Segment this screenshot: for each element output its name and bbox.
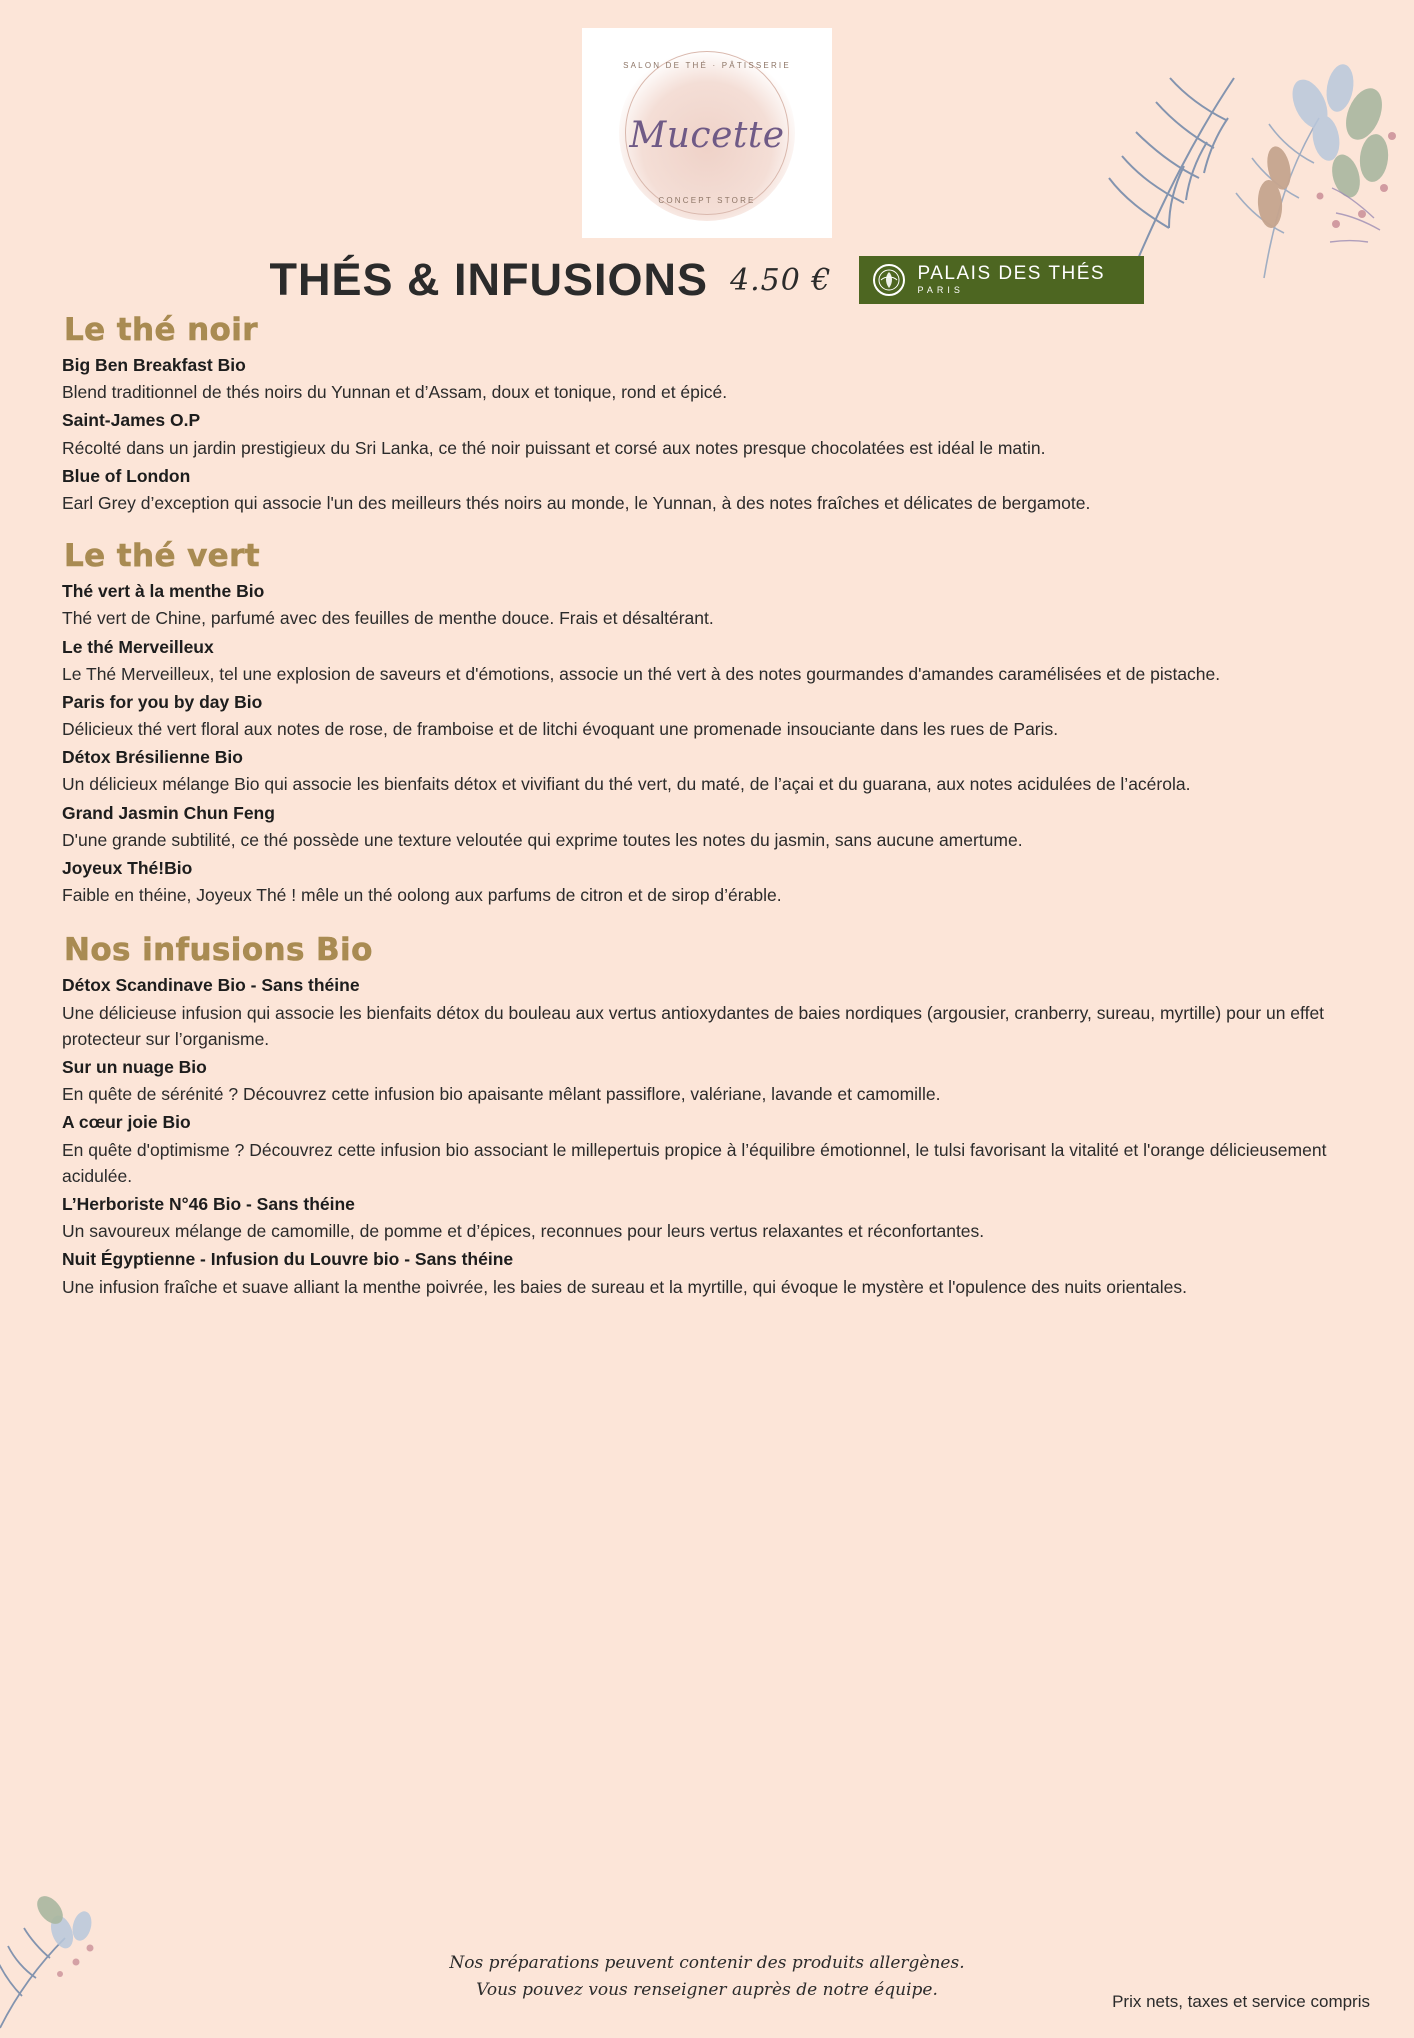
menu-item xyxy=(62,407,1352,460)
brand-logo-box xyxy=(582,28,832,238)
item-name: L’Herboriste N°46 Bio - Sans théine xyxy=(62,1194,355,1214)
item-name: Grand Jasmin Chun Feng xyxy=(62,802,275,823)
menu-item xyxy=(62,578,1352,631)
menu-item xyxy=(62,855,1352,908)
allergen-notice-line2: Vous pouvez vous renseigner auprès de notre équipe. xyxy=(476,1979,938,2000)
section-the-noir xyxy=(62,312,1352,516)
menu-item xyxy=(62,352,1352,405)
menu-item xyxy=(62,1246,1352,1299)
page-title: THÉS & INFUSIONS xyxy=(269,254,709,305)
section-title-infusions-bio: Nos infusions Bio xyxy=(64,932,373,969)
section-the-vert xyxy=(62,538,1352,908)
item-name: Big Ben Breakfast Bio xyxy=(62,355,246,375)
menu-item xyxy=(62,1191,1352,1244)
palais-des-thes-subtitle: PARIS xyxy=(917,285,964,296)
item-description: D'une grande subtilité, ce thé possède une texture veloutée qui exprime toutes les notes du jasmin, sans aucune amertume. xyxy=(62,829,1023,850)
logo-top-text: SALON DE THÉ · PÂTISSERIE xyxy=(623,61,791,70)
item-description: Earl Grey d’exception qui associe l'un des meilleurs thés noirs au monde, le Yunnan, à des notes fraîches et délicates de bergamote. xyxy=(62,492,1091,513)
item-description: Faible en théine, Joyeux Thé ! mêle un thé oolong aux parfums de citron et de sirop d’érable. xyxy=(62,885,782,906)
item-name: Nuit Égyptienne - Infusion du Louvre bio - Sans théine xyxy=(62,1249,514,1270)
item-name: Détox Scandinave Bio - Sans théine xyxy=(62,975,360,996)
item-description: Un délicieux mélange Bio qui associe les bienfaits détox et vivifiant du thé vert, du maté, de l’açai et du guarana, aux notes acidulées de l’acérola. xyxy=(62,774,1191,795)
item-name: Thé vert à la menthe Bio xyxy=(62,581,265,602)
section-title-the-noir: Le thé noir xyxy=(64,312,258,348)
logo-brand-name: Mucette xyxy=(629,114,785,156)
item-description: Récolté dans un jardin prestigieux du Sri Lanka, ce thé noir puissant et corsé aux notes presque chocolatées est idéal le matin. xyxy=(62,437,1046,458)
item-description: Le Thé Merveilleux, tel une explosion de saveurs et d'émotions, associe un thé vert à des notes gourmandes d'amandes caramélisées et de pistache. xyxy=(62,663,1221,684)
item-description: Une infusion fraîche et suave alliant la menthe poivrée, les baies de sureau et la myrtille, qui évoque le mystère et l'opulence des nuits orientales. xyxy=(62,1276,1187,1297)
palais-des-thes-text xyxy=(917,264,1105,295)
item-name: Le thé Merveilleux xyxy=(62,636,214,657)
item-name: Joyeux Thé!Bio xyxy=(62,858,193,878)
palais-des-thes-name: PALAIS DES THÉS xyxy=(917,263,1106,285)
allergen-notice-line1: Nos préparations peuvent contenir des produits allergènes. xyxy=(449,1952,965,1973)
palais-des-thes-badge xyxy=(859,256,1144,304)
item-description: Blend traditionnel de thés noirs du Yunnan et d’Assam, doux et tonique, rond et épicé. xyxy=(62,382,728,403)
item-description: En quête de sérénité ? Découvrez cette infusion bio apaisante mêlant passiflore, valériane, lavande et camomille. xyxy=(62,1084,941,1105)
section-infusions-bio xyxy=(62,932,1352,1299)
menu-title-row xyxy=(62,254,1352,306)
item-description: Thé vert de Chine, parfumé avec des feuilles de menthe douce. Frais et désaltérant. xyxy=(62,608,714,629)
menu-item xyxy=(62,800,1352,853)
menu-page xyxy=(0,28,1414,1300)
item-description: Une délicieuse infusion qui associe les bienfaits détox du bouleau aux vertus antioxydantes de baies nordiques (argousier, cranberry, sureau, myrtille) pour un effet protecteur sur l’organisme. xyxy=(62,1002,1325,1049)
price-notice: Prix nets, taxes et service compris xyxy=(1112,1992,1370,2011)
item-name: Blue of London xyxy=(62,465,191,486)
menu-item xyxy=(62,1054,1352,1107)
palais-des-thes-logo-icon xyxy=(873,264,905,296)
menu-price: 4.50 € xyxy=(730,262,832,298)
item-description: Un savoureux mélange de camomille, de pomme et d’épices, reconnues pour leurs vertus relaxantes et réconfortantes. xyxy=(62,1221,985,1242)
menu-item xyxy=(62,744,1352,797)
brand-logo-circle xyxy=(619,45,795,221)
item-description: En quête d'optimisme ? Découvrez cette infusion bio associant le millepertuis propice à l’équilibre émotionnel, le tulsi favorisant la vitalité et l'orange délicieusement acidulée. xyxy=(62,1139,1327,1186)
menu-item xyxy=(62,634,1352,687)
item-name: A cœur joie Bio xyxy=(62,1112,191,1133)
item-name: Sur un nuage Bio xyxy=(62,1057,207,1077)
menu-item xyxy=(62,689,1352,742)
menu-item xyxy=(62,463,1352,516)
item-name: Détox Brésilienne Bio xyxy=(62,747,243,768)
item-description: Délicieux thé vert floral aux notes de rose, de framboise et de litchi évoquant une promenade insouciante dans les rues de Paris. xyxy=(62,719,1059,739)
section-title-the-vert: Le thé vert xyxy=(64,538,261,575)
item-name: Saint-James O.P xyxy=(62,410,201,431)
page-footer xyxy=(0,1950,1414,2011)
item-name: Paris for you by day Bio xyxy=(62,691,263,712)
menu-item xyxy=(62,1109,1352,1189)
menu-item xyxy=(62,972,1352,1052)
logo-bottom-text: CONCEPT STORE xyxy=(658,196,756,205)
